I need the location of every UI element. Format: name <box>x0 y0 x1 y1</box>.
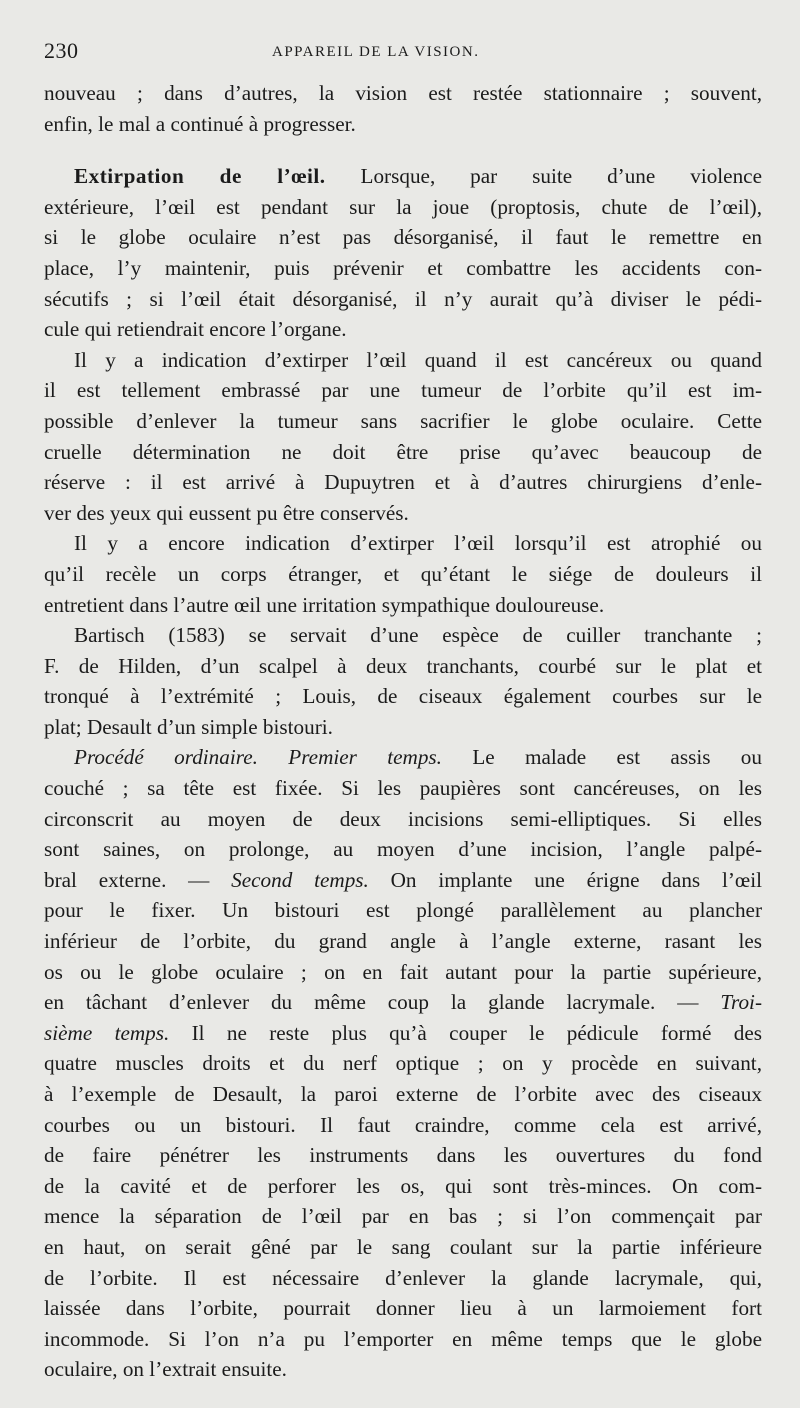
text-line <box>44 1324 762 1355</box>
text-line <box>44 1263 762 1294</box>
text-line <box>44 1079 762 1110</box>
text-line <box>44 620 762 651</box>
paragraph-gap <box>44 139 762 161</box>
line-text: il est tellement embrassé par une tumeur de l’orbite qu’il est im- <box>44 378 762 403</box>
line-text: quatre muscles droits et du nerf optique ; on y procède en suivant, <box>44 1051 762 1076</box>
line-text: en tâchant d’enlever du même coup la glande lacrymale. — <box>44 990 721 1015</box>
text-line <box>44 528 762 559</box>
line-text: de faire pénétrer les instruments dans les ouvertures du fond <box>44 1143 762 1168</box>
section-heading: Extirpation de l’œil. <box>74 164 326 189</box>
line-text: Bartisch (1583) se servait d’une espèce de cuiller tranchante ; <box>74 623 762 648</box>
line-text: mence la séparation de l’œil par en bas ; si l’on commençait par <box>44 1204 762 1229</box>
text-line <box>44 1110 762 1141</box>
italic-text: sième temps. <box>44 1020 170 1045</box>
text-line <box>44 742 762 773</box>
text-line <box>44 222 762 253</box>
line-text: sont saines, on prolonge, au moyen d’une incision, l’angle palpé- <box>44 837 762 862</box>
text-line <box>44 161 762 192</box>
text-line <box>44 773 762 804</box>
line-text: de l’orbite. Il est nécessaire d’enlever la glande lacrymale, qui, <box>44 1265 762 1290</box>
text-line <box>44 1048 762 1079</box>
italic-text: Procédé ordinaire. Premier temps. <box>74 745 442 770</box>
line-text: F. de Hilden, d’un scalpel à deux tranchants, courbé sur le plat et <box>44 653 762 678</box>
line-text: Il y a indication d’extirper l’œil quand il est cancéreux ou quand <box>74 347 762 372</box>
text-line <box>44 957 762 988</box>
page-number: 230 <box>44 38 79 63</box>
line-text: ver des yeux qui eussent pu être conservés. <box>44 500 409 525</box>
line-text: en haut, on serait gêné par le sang coulant sur la partie inférieure <box>44 1234 762 1259</box>
line-text: plat; Desault d’un simple bistouri. <box>44 714 333 739</box>
line-text: cruelle détermination ne doit être prise qu’avec beaucoup de <box>44 439 762 464</box>
line-text: Le malade est assis ou <box>441 745 762 770</box>
text-line <box>44 681 762 712</box>
line-text: place, l’y maintenir, puis prévenir et combattre les accidents con- <box>44 255 762 280</box>
text-line <box>44 375 762 406</box>
running-title: APPAREIL DE LA VISION. <box>272 44 480 60</box>
line-text: cule qui retiendrait encore l’organe. <box>44 317 347 342</box>
line-text: à l’exemple de Desault, la paroi externe de l’orbite avec des ciseaux <box>44 1082 762 1106</box>
line-text: os ou le globe oculaire ; on en fait autant pour la partie supérieure, <box>44 959 762 984</box>
line-text: possible d’enlever la tumeur sans sacrifier le globe oculaire. Cette <box>44 408 762 433</box>
line-text: incommode. Si l’on n’a pu l’emporter en même temps que le globe <box>44 1326 762 1351</box>
line-text: bral externe. — <box>44 867 232 892</box>
text-line <box>44 712 762 743</box>
line-text: courbes ou un bistouri. Il faut craindre, comme cela est arrivé, <box>44 1112 762 1137</box>
line-text: couché ; sa tête est fixée. Si les paupières sont cancéreuses, on les <box>44 776 762 801</box>
text-line <box>44 926 762 957</box>
page-header <box>44 38 762 78</box>
text-line <box>44 559 762 590</box>
line-text: tronqué à l’extrémité ; Louis, de ciseaux également courbes sur le <box>44 684 762 709</box>
text-line <box>44 498 762 529</box>
text-line <box>44 284 762 315</box>
line-text: circonscrit au moyen de deux incisions semi-elliptiques. Si elles <box>44 806 762 831</box>
text-line <box>44 78 762 109</box>
line-text: On implante une érigne dans l’œil <box>368 867 762 892</box>
text-line <box>44 834 762 865</box>
line-text: nouveau ; dans d’autres, la vision est restée stationnaire ; souvent, <box>44 81 762 105</box>
text-line <box>44 192 762 223</box>
line-text: entretient dans l’autre œil une irritation sympathique douloureuse. <box>44 592 605 617</box>
line-text: laissée dans l’orbite, pourrait donner lieu à un larmoiement fort <box>44 1296 762 1321</box>
text-line <box>44 1232 762 1263</box>
text-line <box>44 1354 762 1385</box>
text-line <box>44 804 762 835</box>
line-text: oculaire, on l’extrait ensuite. <box>44 1357 287 1382</box>
text-line <box>44 253 762 284</box>
line-text: si le globe oculaire n’est pas désorganisé, il faut le remettre en <box>44 225 762 250</box>
text-line <box>44 1018 762 1049</box>
text-line <box>44 987 762 1018</box>
text-line <box>44 467 762 498</box>
italic-text: Second temps. <box>231 867 369 892</box>
line-text: Lorsque, par suite d’une violence <box>325 164 762 189</box>
line-text: sécutifs ; si l’œil était désorganisé, il n’y aurait qu’à diviser le pédi- <box>44 286 762 311</box>
text-line <box>44 895 762 926</box>
text-line <box>44 590 762 621</box>
line-text: inférieur de l’orbite, du grand angle à l’angle externe, rasant les <box>44 929 762 954</box>
text-line <box>44 651 762 682</box>
italic-text: Troi- <box>720 990 762 1015</box>
line-text: Il y a encore indication d’extirper l’œil lorsqu’il est atrophié ou <box>74 531 762 556</box>
line-text: réserve : il est arrivé à Dupuytren et à d’autres chirurgiens d’enle- <box>44 470 762 495</box>
line-text: qu’il recèle un corps étranger, et qu’étant le siége de douleurs il <box>44 561 762 586</box>
text-line <box>44 1293 762 1324</box>
text-line <box>44 1140 762 1171</box>
text-line <box>44 437 762 468</box>
text-line <box>44 1201 762 1232</box>
line-text: enfin, le mal a continué à progresser. <box>44 111 356 136</box>
line-text: pour le fixer. Un bistouri est plongé parallèlement au plancher <box>44 898 762 923</box>
text-line <box>44 865 762 896</box>
body-text <box>44 78 762 1385</box>
text-line <box>44 406 762 437</box>
text-line <box>44 345 762 376</box>
text-line <box>44 314 762 345</box>
line-text: extérieure, l’œil est pendant sur la joue (proptosis, chute de l’œil), <box>44 194 762 219</box>
text-line <box>44 109 762 140</box>
text-line <box>44 1171 762 1202</box>
line-text: Il ne reste plus qu’à couper le pédicule formé des <box>169 1020 763 1045</box>
line-text: de la cavité et de perforer les os, qui sont très-minces. On com- <box>44 1173 762 1198</box>
